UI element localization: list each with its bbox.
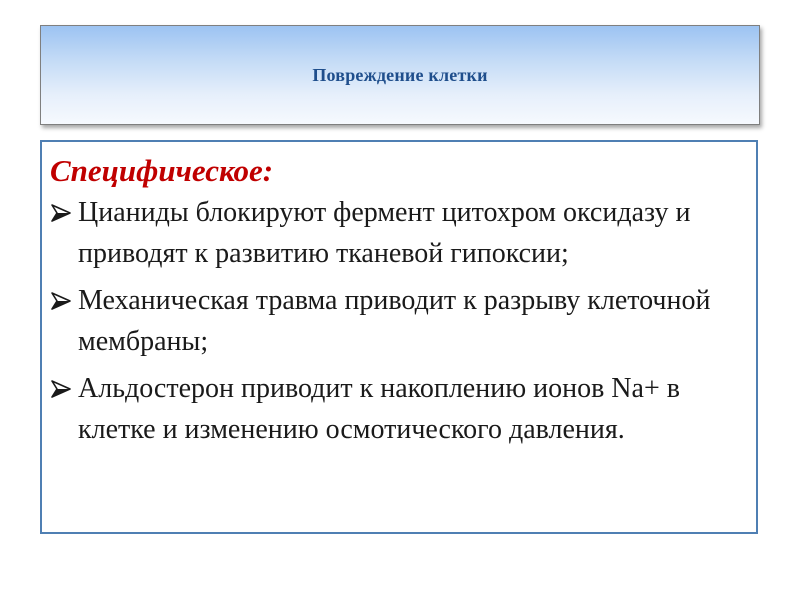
bullet-text: Механическая травма приводит к разрыву клеточной мембраны; (78, 285, 711, 357)
bullet-list (50, 192, 744, 450)
bullet-text: Альдостерон приводит к накоплению ионов Na+ в клетке и изменению осмотического давления. (78, 373, 680, 445)
title-box (40, 25, 760, 125)
bullet-item (50, 368, 744, 450)
bullet-item (50, 280, 744, 362)
bullet-text: Цианиды блокируют фермент цитохром оксидазу и приводят к развитию тканевой гипоксии; (78, 197, 691, 269)
slide-title: Повреждение клетки (312, 64, 488, 85)
content-box (40, 140, 758, 534)
arrowhead-bullet-icon (50, 203, 72, 223)
arrowhead-bullet-icon (50, 379, 72, 399)
bullet-item (50, 192, 744, 274)
arrowhead-bullet-icon (50, 291, 72, 311)
content-heading: Специфическое: (50, 153, 274, 188)
